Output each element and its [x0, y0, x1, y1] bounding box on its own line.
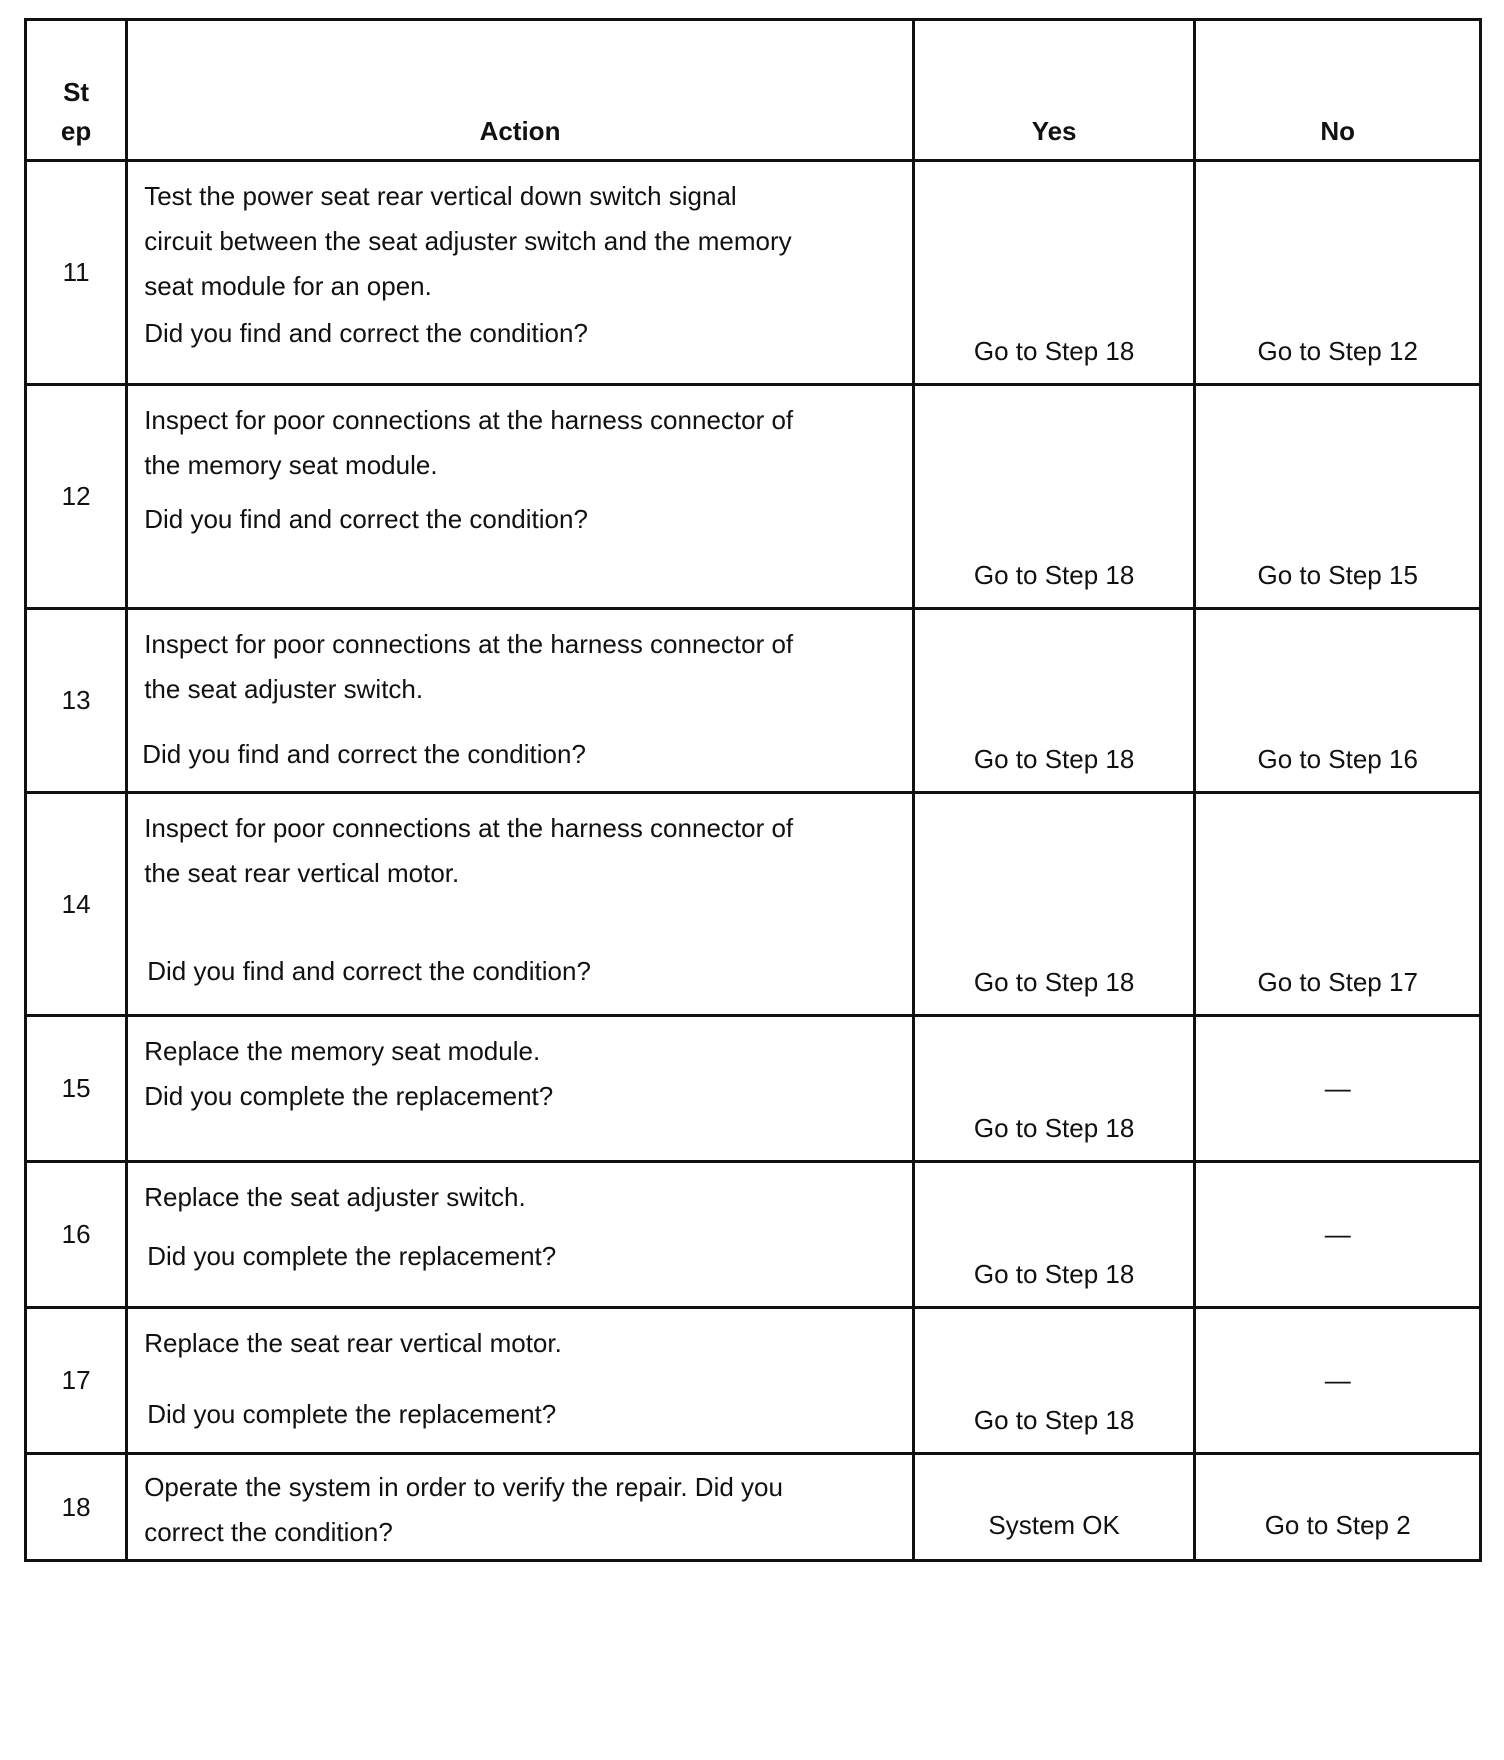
action-line: Replace the seat rear vertical motor.	[144, 1328, 562, 1358]
action-line: Test the power seat rear vertical down switch signal	[144, 181, 737, 211]
action-question: Did you find and correct the condition?	[147, 956, 591, 986]
action-question: Did you complete the replacement?	[147, 1399, 557, 1429]
table-row	[26, 161, 1481, 385]
action-question: Did you complete the replacement?	[144, 1081, 554, 1111]
action-line: Operate the system in order to verify the repair. Did you	[144, 1472, 783, 1502]
action-cell	[127, 1454, 914, 1561]
header-step	[26, 20, 127, 161]
step-number: 17	[26, 1308, 127, 1454]
yes-cell: Go to Step 18	[913, 1308, 1195, 1454]
step-number: 18	[26, 1454, 127, 1561]
yes-cell: Go to Step 18	[913, 385, 1195, 609]
yes-cell: Go to Step 18	[913, 161, 1195, 385]
no-cell: —	[1195, 1016, 1481, 1162]
action-line: Replace the seat adjuster switch.	[144, 1182, 526, 1212]
diagnostic-table	[24, 18, 1482, 1562]
action-line: the seat adjuster switch.	[144, 674, 424, 704]
yes-cell: Go to Step 18	[913, 793, 1195, 1016]
table-row	[26, 793, 1481, 1016]
step-number: 11	[26, 161, 127, 385]
yes-cell: System OK	[913, 1454, 1195, 1561]
no-cell: Go to Step 2	[1195, 1454, 1481, 1561]
table-row	[26, 1162, 1481, 1308]
action-line: Inspect for poor connections at the harness connector of	[144, 405, 794, 435]
step-number: 15	[26, 1016, 127, 1162]
action-line: the memory seat module.	[144, 450, 438, 480]
action-line: seat module for an open.	[144, 271, 432, 301]
action-cell	[127, 1162, 914, 1308]
table-row	[26, 1454, 1481, 1561]
action-line: Replace the memory seat module.	[144, 1036, 541, 1066]
step-number: 13	[26, 609, 127, 793]
action-cell	[127, 793, 914, 1016]
header-no: No	[1195, 20, 1481, 161]
action-line: correct the condition?	[144, 1517, 393, 1547]
yes-cell: Go to Step 18	[913, 609, 1195, 793]
yes-cell: Go to Step 18	[913, 1016, 1195, 1162]
action-line: circuit between the seat adjuster switch and the memory	[144, 226, 792, 256]
action-line: the seat rear vertical motor.	[144, 858, 460, 888]
table-row	[26, 385, 1481, 609]
action-question: Did you complete the replacement?	[147, 1241, 557, 1271]
step-number: 12	[26, 385, 127, 609]
table-row	[26, 609, 1481, 793]
no-cell: —	[1195, 1308, 1481, 1454]
action-line: Inspect for poor connections at the harness connector of	[144, 629, 794, 659]
header-row	[26, 20, 1481, 161]
yes-cell: Go to Step 18	[913, 1162, 1195, 1308]
action-line: Inspect for poor connections at the harness connector of	[144, 813, 794, 843]
no-cell: Go to Step 16	[1195, 609, 1481, 793]
action-cell	[127, 385, 914, 609]
action-cell	[127, 161, 914, 385]
action-cell	[127, 609, 914, 793]
header-action: Action	[127, 20, 914, 161]
action-question: Did you find and correct the condition?	[142, 739, 586, 769]
table-row	[26, 1308, 1481, 1454]
step-number: 14	[26, 793, 127, 1016]
no-cell: Go to Step 15	[1195, 385, 1481, 609]
header-step-line2: ep	[60, 116, 92, 146]
header-step-line1: St	[63, 77, 90, 107]
action-cell	[127, 1308, 914, 1454]
action-question: Did you find and correct the condition?	[144, 318, 588, 348]
no-cell: Go to Step 12	[1195, 161, 1481, 385]
action-cell	[127, 1016, 914, 1162]
action-question: Did you find and correct the condition?	[144, 504, 588, 534]
step-number: 16	[26, 1162, 127, 1308]
table-row	[26, 1016, 1481, 1162]
no-cell: —	[1195, 1162, 1481, 1308]
header-yes: Yes	[913, 20, 1195, 161]
no-cell: Go to Step 17	[1195, 793, 1481, 1016]
